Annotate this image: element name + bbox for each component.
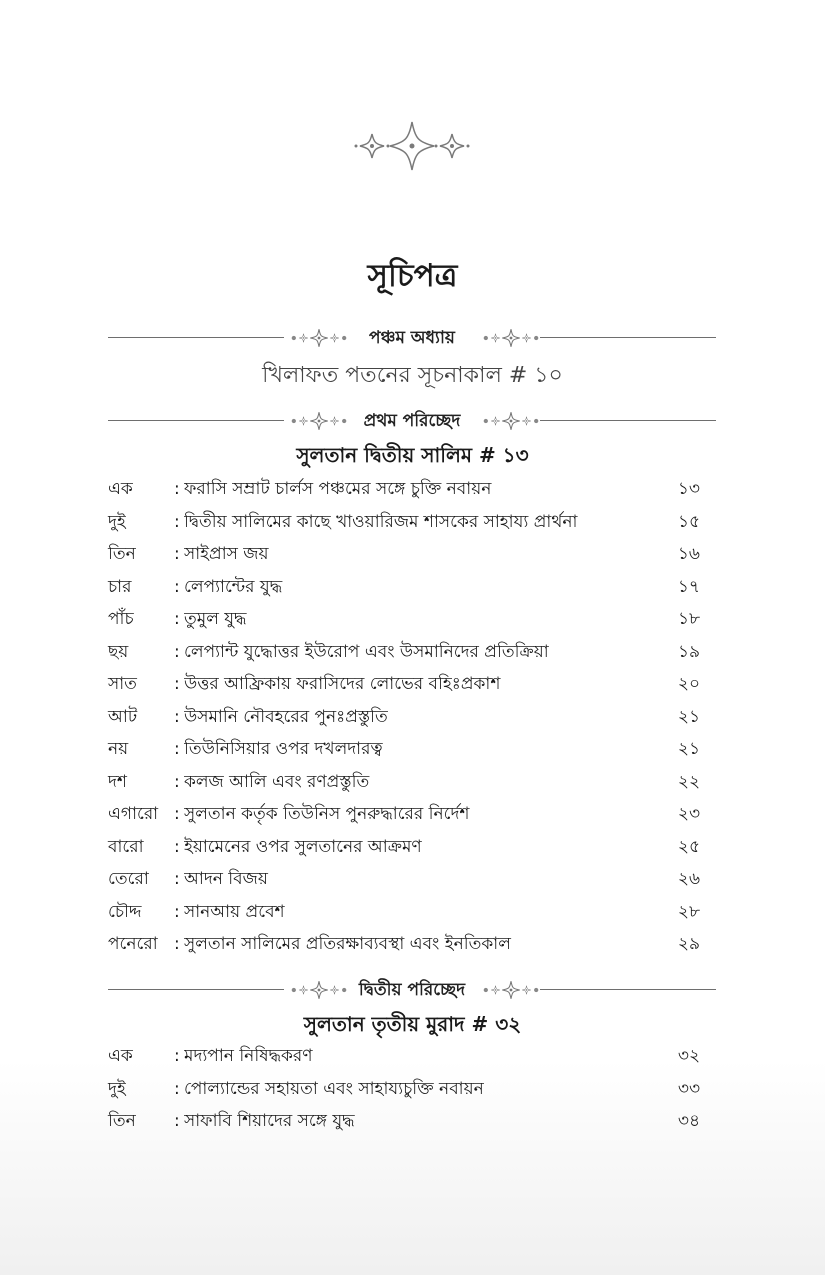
toc-entry[interactable]: তিন : সাফাবি শিয়াদের সঙ্গে যুদ্ধ ৩৪ [108,1106,700,1136]
section-title: সুলতান তৃতীয় মুরাদ # ৩২ [303,1012,522,1036]
toc-entry[interactable]: আট : উসমানি নৌবহরের পুনঃপ্রস্তুতি ২১ [108,702,700,732]
toc-entry[interactable]: এগারো : সুলতান কর্তৃক তিউনিস পুনরুদ্ধারের নির্দেশ ২৩ [108,799,700,829]
entry-title: কলজ আলি এবং রণপ্রস্তুতি [184,771,370,792]
entry-title: উসমানি নৌবহরের পুনঃপ্রস্তুতি [184,706,388,727]
top-ornament-icon [352,118,472,174]
divider-ornament-icon [480,409,542,433]
entry-title: পোল্যান্ডের সহায়তা এবং সাহায্যচুক্তি নবায়ন [184,1078,484,1099]
entry-page: ১৮ [677,609,700,629]
entry-page: ১৬ [677,544,700,564]
entry-page: ২০ [677,674,700,694]
entry-page: ২১ [677,739,700,759]
divider-ornament-icon [480,978,542,1002]
entry-number: তেরো [108,869,149,889]
entry-title: ইয়ামেনের ওপর সুলতানের আক্রমণ [184,836,422,857]
entry-number: নয় [108,739,129,759]
toc-entry[interactable]: দুই : দ্বিতীয় সালিমের কাছে খাওয়ারিজম শাসকের সাহায্য প্রার্থনা ১৫ [108,507,700,537]
entry-number: চৌদ্দ [108,901,142,922]
entry-page: ২৮ [677,901,700,922]
toc-entry[interactable]: এক : মদ্যপান নিষিদ্ধকরণ ৩২ [108,1041,700,1071]
entry-page: ১৩ [677,479,700,499]
toc-entry[interactable]: দশ : কলজ আলি এবং রণপ্রস্তুতি ২২ [108,767,700,797]
entry-page: ২৯ [677,934,700,954]
entry-title: দ্বিতীয় সালিমের কাছে খাওয়ারিজম শাসকের সাহায্য প্রার্থনা [184,511,578,532]
entry-page: ৩৪ [677,1111,700,1131]
entry-page: ৩২ [677,1046,700,1066]
page-title: সূচিপত্র [367,258,458,294]
entry-page: ২৬ [677,869,700,889]
entry-number: দশ [108,771,127,792]
entry-title: ফরাসি সম্রাট চার্লস পঞ্চমের সঙ্গে চুক্তি নবায়ন [184,479,492,499]
toc-entry[interactable]: পনেরো : সুলতান সালিমের প্রতিরক্ষাব্যবস্থা এবং ইনতিকাল ২৯ [108,929,700,959]
entry-title: লেপ্যান্ট যুদ্ধোত্তর ইউরোপ এবং উসমানিদের প্রতিক্রিয়া [184,641,549,662]
toc-entry[interactable]: সাত : উত্তর আফ্রিকায় ফরাসিদের লোভের বহিঃপ্রকাশ ২০ [108,669,700,699]
entry-title: সুলতান সালিমের প্রতিরক্ষাব্যবস্থা এবং ইনতিকাল [184,934,511,954]
entry-number: এক [108,479,133,499]
section-label: প্রথম পরিচ্ছেদ [363,411,461,431]
toc-entry[interactable]: চৌদ্দ : সানআয় প্রবেশ ২৮ [108,897,700,927]
toc-entry[interactable]: দুই : পোল্যান্ডের সহায়তা এবং সাহায্যচুক্তি নবায়ন ৩৩ [108,1074,700,1104]
entry-title: সাইপ্রাস জয় [184,544,269,564]
entry-title: সানআয় প্রবেশ [184,901,285,922]
entry-page: ২৩ [677,804,700,824]
entry-page: ২৫ [677,836,700,857]
toc-entry[interactable]: পাঁচ : তুমুল যুদ্ধ ১৮ [108,604,700,634]
toc-entry[interactable]: এক : ফরাসি সম্রাট চার্লস পঞ্চমের সঙ্গে চুক্তি নবায়ন ১৩ [108,474,700,504]
toc-entry[interactable]: বারো : ইয়ামেনের ওপর সুলতানের আক্রমণ ২৫ [108,832,700,862]
entry-number: এগারো [108,804,159,824]
entry-page: ১৯ [677,641,700,662]
entry-page: ৩৩ [677,1078,700,1099]
section-divider [108,409,716,433]
entry-title: আদন বিজয় [184,869,268,889]
entry-number: ছয় [108,641,129,662]
entry-number: তিন [108,1111,136,1131]
entry-number: দুই [108,1078,126,1099]
entry-number: আট [108,706,138,727]
part-label: পঞ্চম অধ্যায় [369,328,455,348]
entry-title: তুমুল যুদ্ধ [184,609,247,629]
section-title: সুলতান দ্বিতীয় সালিম # ১৩ [296,443,529,467]
toc-entry[interactable]: চার : লেপ্যান্টের যুদ্ধ ১৭ [108,572,700,602]
entry-page: ২১ [677,706,700,727]
section-divider [108,978,716,1002]
toc-entry[interactable]: নয় : তিউনিসিয়ার ওপর দখলদারত্ব ২১ [108,734,700,764]
entry-page: ১৫ [677,511,700,532]
toc-entry[interactable]: তেরো : আদন বিজয় ২৬ [108,864,700,894]
entry-number: সাত [108,674,137,694]
entry-page: ২২ [677,771,700,792]
section-label: দ্বিতীয় পরিচ্ছেদ [358,980,466,1000]
entry-title: উত্তর আফ্রিকায় ফরাসিদের লোভের বহিঃপ্রকাশ [184,674,501,694]
entry-number: পনেরো [108,934,158,954]
divider-ornament-icon [480,326,542,350]
entry-number: এক [108,1046,133,1066]
part-divider [108,326,716,350]
toc-entry[interactable]: ছয় : লেপ্যান্ট যুদ্ধোত্তর ইউরোপ এবং উসমানিদের প্রতিক্রিয়া ১৯ [108,637,700,667]
entry-page: ১৭ [677,576,700,597]
entry-title: লেপ্যান্টের যুদ্ধ [184,576,283,597]
entry-number: দুই [108,511,126,532]
toc-entry[interactable]: তিন : সাইপ্রাস জয় ১৬ [108,539,700,569]
entry-title: সাফাবি শিয়াদের সঙ্গে যুদ্ধ [184,1111,355,1131]
entry-number: পাঁচ [108,609,134,629]
entry-number: চার [108,576,132,597]
entry-title: তিউনিসিয়ার ওপর দখলদারত্ব [184,739,383,759]
entry-number: তিন [108,544,136,564]
entry-number: বারো [108,836,144,857]
part-title: খিলাফত পতনের সূচনাকাল # ১০ [262,363,563,388]
entry-title: সুলতান কর্তৃক তিউনিস পুনরুদ্ধারের নির্দেশ [184,804,470,824]
entry-title: মদ্যপান নিষিদ্ধকরণ [184,1046,313,1066]
